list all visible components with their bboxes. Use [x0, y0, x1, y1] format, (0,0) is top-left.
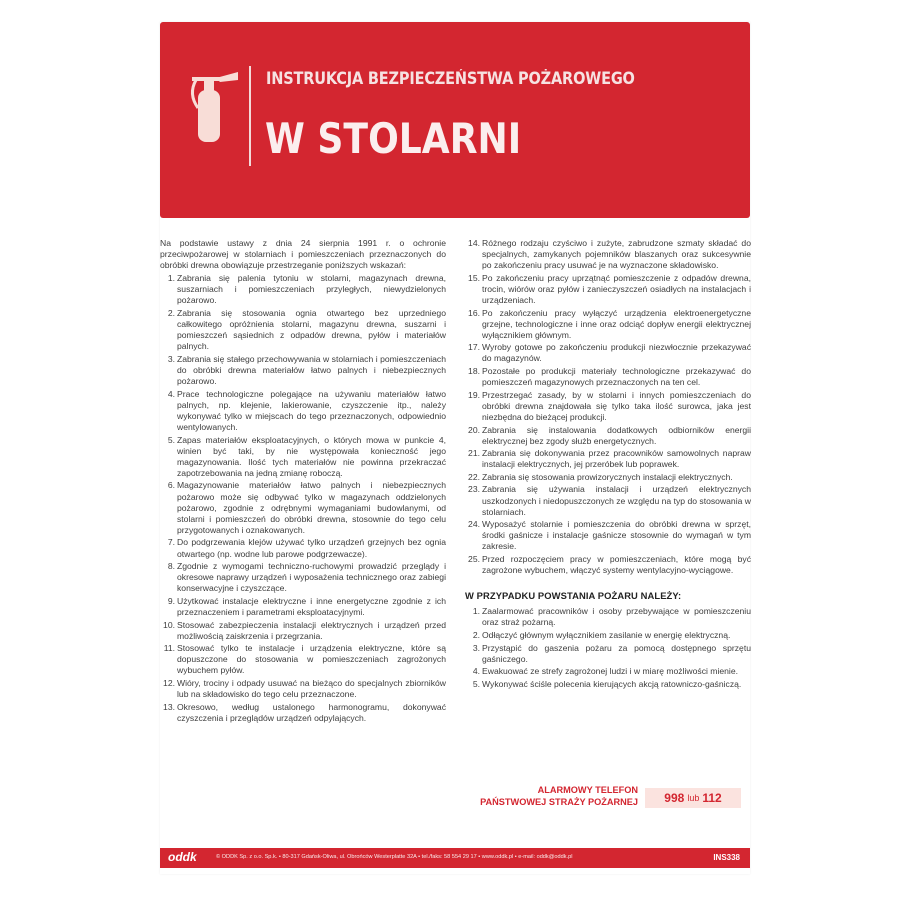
rule-item: [465, 342, 751, 364]
rule-item-number: 18.: [468, 366, 480, 377]
fire-step-item-number: 3.: [472, 642, 480, 653]
rule-item-text: Zabrania się palenia tytoniu w stolarni, magazynach drewna, suszarniach i pomieszczeniach przyległych, niewydzielonych pożarowo.: [177, 273, 446, 306]
rule-item-number: 13.: [163, 701, 175, 712]
rule-item-number: 20.: [468, 424, 480, 435]
rule-item-number: 4.: [167, 388, 175, 399]
rule-item-number: 1.: [167, 273, 175, 284]
fire-steps-list: [465, 606, 751, 690]
rule-item-text: Zgodnie z wymogami techniczno-ruchowymi prowadzić przeglądy i okresowe naprawy urządzeń i wyposażenia technicznego oraz zabiegi konserwacyjne i czyszczące.: [177, 561, 446, 594]
header-divider: [249, 66, 251, 166]
footer-bar: [160, 848, 750, 868]
rule-item-text: Prace technologiczne polegające na używaniu materiałów łatwo palnych, np. klejenie, lakierowanie, czyszczenie itp., należy wykonywać tylko w miejscach do tego przeznaczonych, odpowiednio wentylowanych.: [177, 388, 446, 432]
rule-item-number: 10.: [163, 619, 175, 630]
rule-item-number: 14.: [468, 238, 480, 248]
rule-item: [160, 678, 446, 700]
rule-item-text: Wyroby gotowe po zakończeniu produkcji niezwłocznie przekazywać do magazynów.: [482, 342, 751, 364]
left-column: [160, 238, 446, 725]
rule-item-text: Zapas materiałów eksploatacyjnych, o których mowa w punkcie 4, winien być taki, by nie występowała konieczność jego magazynowania. Ilość tych materiałów nie powinna przekraczać zapotrzebowania na jedną zmianę roboczą.: [177, 434, 446, 478]
rule-item: [160, 389, 446, 433]
rule-item: [465, 484, 751, 517]
rule-item: [465, 448, 751, 470]
instruction-sheet: [160, 22, 750, 874]
alarm-label-line2: PAŃSTWOWEJ STRAŻY POŻARNEJ: [480, 797, 638, 807]
rule-item-number: 12.: [163, 678, 175, 689]
rule-item: [160, 620, 446, 642]
fire-step-item-number: 4.: [472, 666, 480, 677]
footer-product-code: INS338: [713, 853, 740, 862]
rule-item-text: Zabrania się dokonywania przez pracowników samowolnych napraw instalacji elektrycznych, jej przeróbek lub poprawek.: [482, 448, 751, 470]
rule-item-text: Zabrania się stałego przechowywania w stolarniach i pomieszczeniach do obróbki drewna materiałów łatwo palnych i niebezpiecznych pożarowo.: [177, 353, 446, 387]
rule-item-number: 11.: [163, 643, 175, 654]
rule-item: [160, 435, 446, 479]
rule-item-number: 22.: [468, 471, 480, 482]
rule-item-number: 23.: [468, 484, 480, 495]
rule-item-text: Okresowo, według ustalonego harmonogramu, dokonywać czyszczenia i przeglądów urządzeń odpylających.: [177, 701, 446, 723]
rule-item-number: 24.: [468, 519, 480, 530]
rule-item: [465, 308, 751, 341]
rule-item: [465, 472, 751, 483]
rule-item-text: Wióry, trociny i odpady usuwać na bieżąco do specjalnych zbiorników lub na składowisko do tego celu przeznaczone.: [177, 678, 446, 700]
rule-item-number: 2.: [167, 308, 175, 319]
rule-item: [465, 390, 751, 423]
rule-item-number: 3.: [167, 353, 175, 364]
alarm-label: [450, 784, 638, 808]
rule-item-number: 16.: [468, 307, 480, 318]
fire-step-item-text: Przystąpić do gaszenia pożaru za pomocą dostępnego sprzętu gaśniczego.: [482, 642, 751, 664]
rule-item-text: Magazynowanie materiałów łatwo palnych i niebezpiecznych pożarowo może się odbywać tylko w magazynach oddzielonych pożarowo, zgodnie z odrębnymi wymaganiami budowlanymi, od stolarni i pomieszczeń do obróbki drewna, stosownie do tego celu przygotowanych i oznakowanych.: [177, 480, 446, 535]
rule-item-number: 7.: [167, 537, 175, 548]
header-subtitle: INSTRUKCJA BEZPIECZEŃSTWA POŻAROWEGO: [266, 69, 635, 88]
rule-item-text: Przed rozpoczęciem pracy w pomieszczeniach, które mogą być zagrożone wybuchem, włączyć systemy wentylacyjno-wyciągowe.: [482, 554, 751, 576]
rule-item: [465, 425, 751, 447]
fire-step-item-number: 1.: [472, 606, 480, 617]
rule-item-number: 5.: [167, 434, 175, 445]
rule-item-number: 21.: [468, 448, 480, 459]
fire-section-heading: W PRZYPADKU POWSTANIA POŻARU NALEŻY:: [465, 590, 682, 602]
rule-item-number: 8.: [167, 561, 175, 572]
fire-step-item-text: Ewakuować ze strefy zagrożonej ludzi i w miarę możliwości mienie.: [482, 666, 738, 677]
rule-item: [465, 366, 751, 388]
rule-item: [160, 354, 446, 387]
rule-item-text: Po zakończeniu pracy uprzątnąć pomieszczenie z odpadów drewna, trocin, wiórów oraz pyłów i zanieczyszczeń osiadłych na instalacjach i urządzeniach.: [482, 272, 751, 305]
rule-item-text: Zabrania się używania instalacji i urządzeń elektrycznych uszkodzonych i niedopuszczonych ze względu na typ do stosowania w stolarniach.: [482, 484, 751, 517]
rule-item-number: 17.: [468, 342, 480, 353]
fire-step-item: [465, 630, 751, 641]
alarm-label-line1: ALARMOWY TELEFON: [537, 785, 638, 795]
header-banner: [160, 22, 750, 218]
intro-text: Na podstawie ustawy z dnia 24 sierpnia 1991 r. o ochronie przeciwpożarowej w stolarniach i pomieszczeniach przeznaczonych do obróbki drewna obowiązuje przestrzeganie poniższych wskazań:: [160, 238, 446, 271]
fire-step-item: [465, 666, 751, 677]
alarm-number-998: 998: [664, 791, 685, 805]
rule-item-text: Stosować tylko te instalacje i urządzenia elektryczne, które są dopuszczone do stosowania w pomieszczeniach zagrożonych wybuchem pyłów.: [177, 643, 446, 676]
header-title: W STOLARNI: [265, 114, 522, 163]
alarm-number-112: 112: [702, 791, 722, 805]
rule-item-text: Stosować zabezpieczenia instalacji elektrycznych i urządzeń przed możliwością zaiskrzenia i przegrzania.: [177, 619, 446, 641]
rules-list-right: [465, 238, 751, 576]
fire-extinguisher-icon: [186, 68, 240, 146]
rule-item: [160, 537, 446, 559]
alarm-or: lub: [687, 793, 700, 803]
footer-text: © ODDK Sp. z o.o. Sp.k. • 80-317 Gdańsk-Oliwa, ul. Obrońców Westerplatte 32A • tel./faks: 58 554 29 17 • www.oddk.pl • e-mail: oddk@oddk.pl: [216, 854, 573, 860]
rule-item: [465, 519, 751, 552]
rule-item: [160, 702, 446, 724]
rule-item: [465, 554, 751, 576]
fire-step-item-text: Zaalarmować pracowników i osoby przebywające w pomieszczeniu oraz straż pożarną.: [482, 606, 751, 628]
rule-item-text: Zabrania się instalowania dodatkowych odbiorników energii elektrycznej bez zgody służb energetycznych.: [482, 424, 751, 446]
rule-item: [465, 273, 751, 306]
rule-item-number: 19.: [468, 389, 480, 400]
right-column: [465, 238, 751, 691]
rule-item: [160, 480, 446, 535]
fire-step-item-number: 5.: [472, 678, 480, 689]
footer-logo: oddk: [168, 850, 197, 864]
rule-item-text: Wyposażyć stolarnie i pomieszczenia do obróbki drewna w sprzęt, środki gaśnicze i instalacje gaśnicze stosownie do wymagań w tym zakresie.: [482, 519, 751, 552]
fire-step-item: [465, 679, 751, 690]
rule-item-text: Po zakończeniu pracy wyłączyć urządzenia elektroenergetyczne grzejne, technologiczne i inne oraz odciąć dopływ energii elektrycznej wyłącznikiem głównym.: [482, 307, 751, 340]
rule-item: [160, 643, 446, 676]
rule-item-text: Przestrzegać zasady, by w stolarni i innych pomieszczeniach do obróbki drewna znajdowała się tylko taka ilość surowca, jaka jest niezbędna do bieżącej produkcji.: [482, 389, 751, 422]
rule-item: [160, 308, 446, 352]
rule-item: [465, 238, 751, 271]
rule-item-text: Do podgrzewania klejów używać tylko urządzeń grzejnych bez ognia otwartego (np. wodne lub parowe podgrzewacze).: [177, 537, 446, 559]
fire-step-item-text: Wykonywać ściśle polecenia kierujących akcją ratowniczo-gaśniczą.: [482, 678, 742, 689]
rule-item-text: Pozostałe po produkcji materiały technologiczne przekazywać do pomieszczeń magazynowych przeznaczonych na ten cel.: [482, 366, 751, 388]
rule-item-text: Zabrania się stosowania ognia otwartego bez uprzedniego całkowitego opróżnienia stolarni, magazynu drewna, suszarni i pomieszczeń sąsiednich z odpadów drewna, pyłów i materiałów palnych.: [177, 308, 446, 352]
rule-item: [160, 561, 446, 594]
rule-item-number: 9.: [167, 595, 175, 606]
fire-step-item: [465, 606, 751, 628]
rule-item-number: 25.: [468, 554, 480, 565]
rule-item: [160, 273, 446, 306]
rule-item-text: Zabrania się stosowania prowizorycznych instalacji elektrycznych.: [482, 471, 733, 482]
rules-list-left: [160, 273, 446, 724]
rule-item-number: 15.: [468, 272, 480, 283]
rule-item-text: Różnego rodzaju czyściwo i zużyte, zabrudzone szmaty składać do specjalnych, zamykanych pojemników blaszanych oraz sukcesywnie po zakończeniu pracy usuwać je na wyznaczone składowisko.: [482, 238, 751, 271]
alarm-phone-box: [645, 788, 741, 808]
rule-item-text: Użytkować instalacje elektryczne i inne energetyczne zgodnie z ich przeznaczeniem i parametrami eksploatacyjnymi.: [177, 595, 446, 617]
rule-item-number: 6.: [167, 480, 175, 491]
fire-step-item: [465, 643, 751, 665]
fire-step-item-number: 2.: [472, 630, 480, 640]
rule-item: [160, 596, 446, 618]
fire-step-item-text: Odłączyć głównym wyłącznikiem zasilanie w energię elektryczną.: [482, 630, 731, 640]
